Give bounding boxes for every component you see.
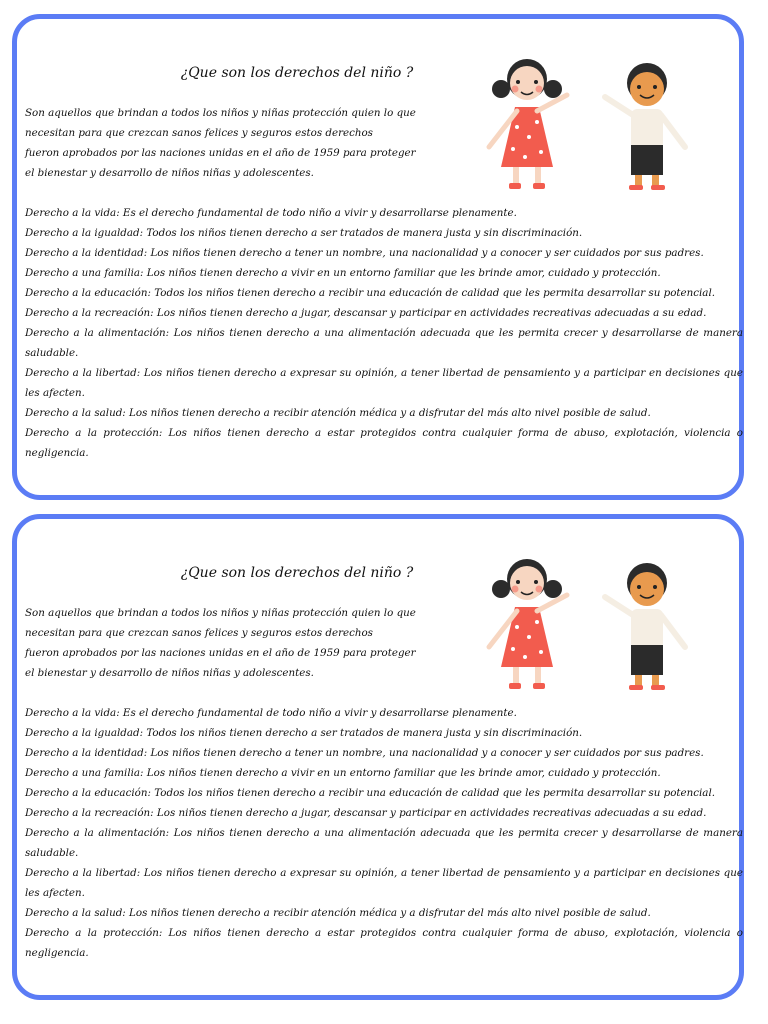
intro-line: fueron aprobados por las naciones unidas en el año de 1959 para proteger	[25, 647, 416, 659]
list-item: Derecho a la recreación: Los niños tienen derecho a jugar, descansar y participar en actividades recreativas adecuadas a su edad.	[25, 807, 707, 819]
rights-list	[25, 703, 743, 963]
rights-card-1	[12, 14, 744, 500]
intro-line: el bienestar y desarrollo de niños niñas y adolescentes.	[25, 167, 314, 179]
list-item: Derecho a la libertad: Los niños tienen derecho a expresar su opinión, a tener libertad de pensamiento y a participar en decisiones que les afecten.	[25, 367, 743, 399]
list-item: Derecho a la igualdad: Todos los niños tienen derecho a ser tratados de manera justa y sin discriminación.	[25, 227, 583, 239]
girl-figure	[489, 559, 567, 689]
list-item: Derecho a la vida: Es el derecho fundamental de todo niño a vivir y desarrollarse plenamente.	[25, 207, 517, 219]
boy-figure	[605, 563, 685, 690]
card-title: ¿Que son los derechos del niño ?	[180, 65, 414, 81]
list-item: Derecho a la recreación: Los niños tienen derecho a jugar, descansar y participar en actividades recreativas adecuadas a su edad.	[25, 307, 707, 319]
intro-line: necesitan para que crezcan sanos felices y seguros estos derechos	[25, 627, 373, 639]
intro-line: fueron aprobados por las naciones unidas en el año de 1959 para proteger	[25, 147, 416, 159]
list-item: Derecho a la protección: Los niños tienen derecho a estar protegidos contra cualquier forma de abuso, explotación, violencia o negligencia.	[25, 927, 743, 959]
rights-list	[25, 203, 743, 463]
list-item: Derecho a la vida: Es el derecho fundamental de todo niño a vivir y desarrollarse plenamente.	[25, 707, 517, 719]
intro-paragraph	[25, 103, 455, 183]
list-item: Derecho a una familia: Los niños tienen derecho a vivir en un entorno familiar que les brinde amor, cuidado y protección.	[25, 767, 661, 779]
list-item: Derecho a la salud: Los niños tienen derecho a recibir atención médica y a disfrutar del más alto nivel posible de salud.	[25, 407, 651, 419]
children-illustration	[457, 37, 707, 197]
card-title: ¿Que son los derechos del niño ?	[180, 565, 414, 581]
intro-line: Son aquellos que brindan a todos los niños y niñas protección quien lo que	[25, 107, 416, 119]
list-item: Derecho a la protección: Los niños tienen derecho a estar protegidos contra cualquier forma de abuso, explotación, violencia o negligencia.	[25, 427, 743, 459]
list-item: Derecho a la alimentación: Los niños tienen derecho a una alimentación adecuada que les permita crecer y desarrollarse de manera saludable.	[25, 327, 743, 359]
list-item: Derecho a la educación: Todos los niños tienen derecho a recibir una educación de calidad que les permita desarrollar su potencial.	[25, 787, 716, 799]
list-item: Derecho a una familia: Los niños tienen derecho a vivir en un entorno familiar que les brinde amor, cuidado y protección.	[25, 267, 661, 279]
intro-line: Son aquellos que brindan a todos los niños y niñas protección quien lo que	[25, 607, 416, 619]
boy-figure	[605, 63, 685, 190]
list-item: Derecho a la alimentación: Los niños tienen derecho a una alimentación adecuada que les permita crecer y desarrollarse de manera saludable.	[25, 827, 743, 859]
intro-paragraph	[25, 603, 455, 683]
list-item: Derecho a la identidad: Los niños tienen derecho a tener un nombre, una nacionalidad y a conocer y ser cuidados por sus padres.	[25, 247, 704, 259]
list-item: Derecho a la libertad: Los niños tienen derecho a expresar su opinión, a tener libertad de pensamiento y a participar en decisiones que les afecten.	[25, 867, 743, 899]
list-item: Derecho a la igualdad: Todos los niños tienen derecho a ser tratados de manera justa y sin discriminación.	[25, 727, 583, 739]
children-illustration	[457, 537, 707, 697]
girl-figure	[489, 59, 567, 189]
intro-line: el bienestar y desarrollo de niños niñas y adolescentes.	[25, 667, 314, 679]
list-item: Derecho a la identidad: Los niños tienen derecho a tener un nombre, una nacionalidad y a conocer y ser cuidados por sus padres.	[25, 747, 704, 759]
rights-card-2	[12, 514, 744, 1000]
intro-line: necesitan para que crezcan sanos felices y seguros estos derechos	[25, 127, 373, 139]
list-item: Derecho a la educación: Todos los niños tienen derecho a recibir una educación de calidad que les permita desarrollar su potencial.	[25, 287, 716, 299]
list-item: Derecho a la salud: Los niños tienen derecho a recibir atención médica y a disfrutar del más alto nivel posible de salud.	[25, 907, 651, 919]
